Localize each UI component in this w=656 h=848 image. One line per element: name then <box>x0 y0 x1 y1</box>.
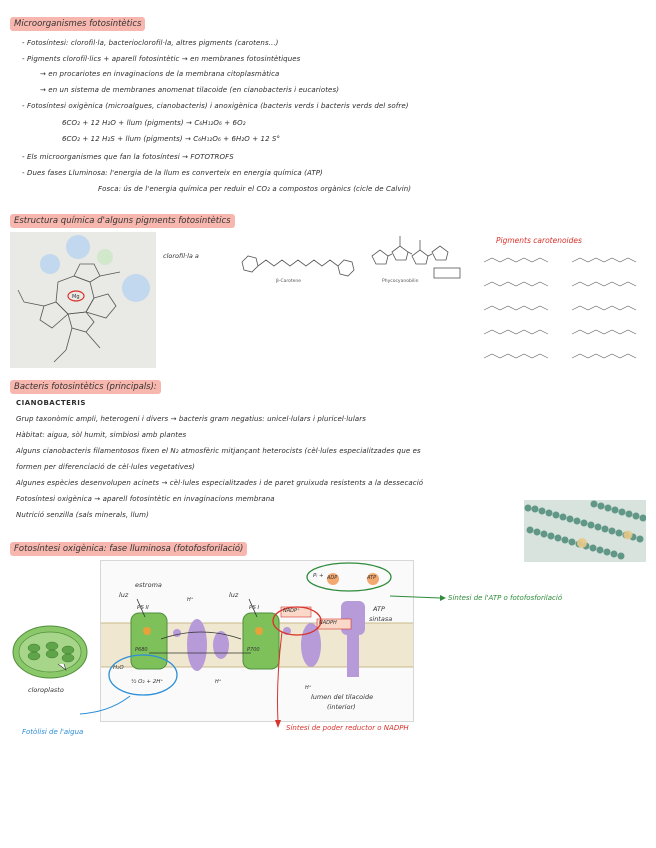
equation-line: 6CO₂ + 12 H₂O + llum (pigments) → C₆H₁₂O₆ + 6O₂ <box>62 119 246 127</box>
ps2-label: PS II <box>137 605 149 611</box>
text-line: - Fotosíntesi oxigènica (microalgues, cianobacteris) i anoxigènica (bacteris verds i bacteris verds del sofre) <box>22 102 409 110</box>
annotation-water: Fotòlisi de l'aigua <box>22 728 84 736</box>
section-title-bacteris: Bacteris fotosintètics (principals): <box>10 380 161 394</box>
section-title-microorganismes: Microorganismes fotosintètics <box>10 17 145 31</box>
beta-carotene-label: β-Carotene <box>276 279 302 284</box>
nadp-label: NADP⁺ <box>283 608 300 614</box>
text-line: Fotosíntesi oxigènica → aparell fotosintètic en invaginacions membrana <box>16 495 275 503</box>
carotenoid-structures <box>480 252 646 380</box>
phycocyanobilin-label: Phycocyanobilin <box>382 279 419 284</box>
chlorophyll-structure-image <box>10 232 156 368</box>
lumen-label-2: (interior) <box>327 703 356 711</box>
o2-label: ½ O₂ + 2H⁺ <box>131 679 164 685</box>
h2o-label: H₂O <box>113 665 124 671</box>
atp-sintasa-label-1: ATP <box>373 605 385 613</box>
light-phase-diagram <box>100 560 414 722</box>
carotenoid-title: Pigments carotenoides <box>496 236 582 245</box>
atp-label: ATP <box>367 575 377 581</box>
text-line: Grup taxonòmic ampli, heterogeni i divers → bacteris gram negatius: unicel·lulars i pluricel·lulars <box>16 415 366 423</box>
annotation-nadph: Síntesi de poder reductor o NADPH <box>286 724 409 732</box>
nadph-label: NADPH <box>319 620 337 626</box>
ps1-label: PS I <box>249 605 260 611</box>
svg-text:Mg: Mg <box>72 294 80 300</box>
annotation-atp: Síntesi de l'ATP o fotofosforilació <box>448 594 563 602</box>
beta-carotene-structure <box>236 240 358 286</box>
text-line: → en un sistema de membranes anomenat tilacoide (en cianobacteris i eucariotes) <box>40 86 340 94</box>
text-line: - Dues fases Lluminosa: l'energia de la llum es converteix en energia química (ATP) <box>22 169 323 177</box>
cyanobacteria-micrograph <box>524 500 646 562</box>
text-line: Algunes espècies desenvolupen acinets → cèl·lules especialitzades i de paret gruixuda resistents a la dessecació <box>16 479 424 487</box>
phycocyanobilin-structure <box>366 232 466 286</box>
chlorophyll-drawing <box>10 232 156 368</box>
luz-label-1: luz <box>119 591 129 599</box>
text-line: Alguns cianobacteris filamentosos fixen el N₂ atmosfèric mitjançant heterocists (cèl·lules especialitzades que es <box>16 447 421 455</box>
chloroplast-drawing <box>10 622 90 682</box>
estroma-label: estroma <box>135 581 162 589</box>
cloroplasto-label: cloroplasto <box>28 686 64 694</box>
atp-sintasa-label-2: sintasa <box>369 615 393 623</box>
hplus-label: H⁺ <box>215 679 222 685</box>
equation-line: 6CO₂ + 12 H₂S + llum (pigments) → C₆H₁₂O₆ + 6H₂O + 12 S° <box>62 135 281 143</box>
micrograph-drawing <box>524 500 646 562</box>
subtitle-cianobacteris: CIANOBACTERIS <box>16 399 86 407</box>
luz-label-2: luz <box>229 591 239 599</box>
text-line: - Pigments clorofíl·lics + aparell fotosintètic → en membranes fotosintètiques <box>22 55 301 63</box>
hplus-label: H⁺ <box>305 685 312 691</box>
lumen-label-1: lumen del tilacoide <box>311 693 374 701</box>
pi-label: Pᵢ + <box>313 573 324 579</box>
text-line: formen per diferenciació de cèl·lules vegetatives) <box>16 463 195 471</box>
text-line: Nutrició senzilla (sals minerals, llum) <box>16 511 149 519</box>
chlorophyll-a-label: clorofil·la a <box>163 252 199 260</box>
section-title-pigments: Estructura química d'alguns pigments fotosintètics <box>10 214 235 228</box>
adp-label: ADP <box>327 575 338 581</box>
text-line: - Fotosíntesi: clorofil·la, bacterioclorofil·la, altres pigments (carotens...) <box>22 39 279 47</box>
text-line: → en procariotes en invaginacions de la membrana citoplasmàtica <box>40 70 280 78</box>
section-title-fase-lluminosa: Fotosíntesi oxigènica: fase lluminosa (fotofosforilació) <box>10 542 247 556</box>
text-line: Fosca: ús de l'energia química per reduir el CO₂ a compostos orgànics (cicle de Calvin) <box>98 185 412 193</box>
p680-label: P680 <box>135 647 148 653</box>
text-line: - Els microorganismes que fan la fotosíntesi → FOTOTROFS <box>22 153 234 161</box>
p700-label: P700 <box>247 647 260 653</box>
text-line: Hàbitat: aigua, sòl humit, simbiosi amb plantes <box>16 431 187 439</box>
hplus-label: H⁺ <box>187 597 194 603</box>
